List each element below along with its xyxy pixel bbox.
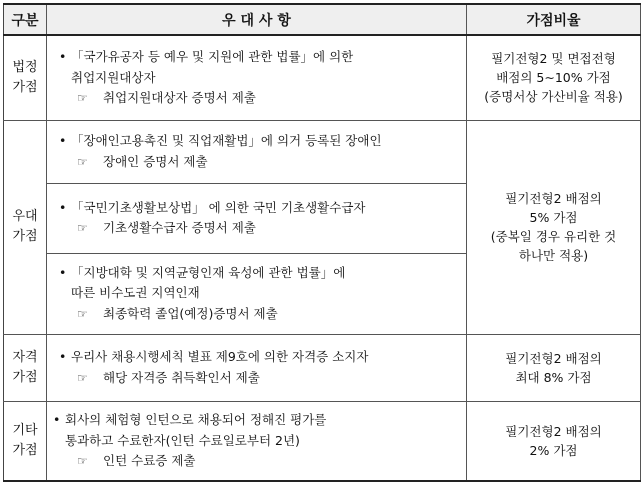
category-cell: 법정 가점 [4, 35, 47, 120]
proof-document: 인턴 수료증 제출 [103, 453, 196, 468]
header-row [4, 4, 641, 35]
proof-document: 취업지원대상자 증명서 제출 [103, 90, 256, 105]
proof-document: 기초생활수급자 증명서 제출 [103, 220, 256, 235]
bullet-mark: • [59, 49, 67, 64]
pointing-hand-icon: ☞ [77, 91, 88, 105]
bullet-mark: • [59, 133, 67, 148]
bullet-mark: • [59, 264, 67, 280]
pointing-hand-icon: ☞ [77, 154, 88, 169]
bonus-cell: 필기전형2 및 면접전형 배점의 5∼10% 가점 (증명서상 가산비율 적용) [467, 35, 641, 120]
bonus-cell: 필기전형2 배점의 최대 8% 가점 [467, 334, 641, 401]
bullet-mark: • [59, 349, 67, 364]
proof-document: 최종학력 졸업(예정)증명서 제출 [103, 305, 278, 321]
preference-item: • 회사의 체험형 인턴으로 채용되어 정해진 평가를 통과하고 수료한자(인턴 수료일로부터 2년) ☞ 인턴 수료증 제출 [47, 401, 467, 481]
table-row [4, 401, 641, 481]
category-cell: 기타 가점 [4, 401, 47, 481]
table-row [4, 35, 641, 120]
preference-item: • 「국가유공자 등 예우 및 지원에 관한 법률」에 의한 취업지원대상자 ☞ 취업지원대상자 증명서 제출 [47, 35, 467, 120]
category-cell: 우대 가점 [4, 120, 47, 334]
bullet-mark: • [59, 199, 67, 215]
header-bonus: 가점비율 [467, 4, 641, 35]
bonus-cell: 필기전형2 배점의 2% 가점 [467, 401, 641, 481]
proof-document: 장애인 증명서 제출 [103, 153, 208, 169]
preference-item: • 「국민기초생활보상법」 에 의한 국민 기초생활수급자 ☞ 기초생활수급자 증명서 제출 [47, 183, 467, 253]
table-row [4, 334, 641, 401]
pointing-hand-icon: ☞ [77, 370, 88, 385]
proof-document: 해당 자격증 취득확인서 제출 [103, 369, 260, 385]
bonus-cell: 필기전형2 배점의 5% 가점 (중복일 경우 유리한 것 하나만 적용) [467, 120, 641, 334]
preference-table [3, 3, 641, 482]
category-cell: 자격 가점 [4, 334, 47, 401]
bullet-mark: • [53, 412, 61, 427]
header-category: 구분 [4, 4, 47, 35]
preference-item: • 「장애인고용촉진 및 직업재활법」에 의거 등록된 장애인 ☞ 장애인 증명서 제출 [47, 120, 467, 183]
preference-item: • 우리사 채용시행세칙 별표 제9호에 의한 자격증 소지자 ☞ 해당 자격증 취득확인서 제출 [47, 334, 467, 401]
pointing-hand-icon: ☞ [77, 454, 88, 468]
header-preference: 우 대 사 항 [47, 4, 467, 35]
table-row [4, 120, 641, 183]
pointing-hand-icon: ☞ [77, 221, 88, 235]
pointing-hand-icon: ☞ [77, 306, 88, 321]
preference-item: • 「지방대학 및 지역균형인재 육성에 관한 법률」에 따른 비수도권 지역인재 ☞ 최종학력 졸업(예정)증명서 제출 [47, 253, 467, 334]
